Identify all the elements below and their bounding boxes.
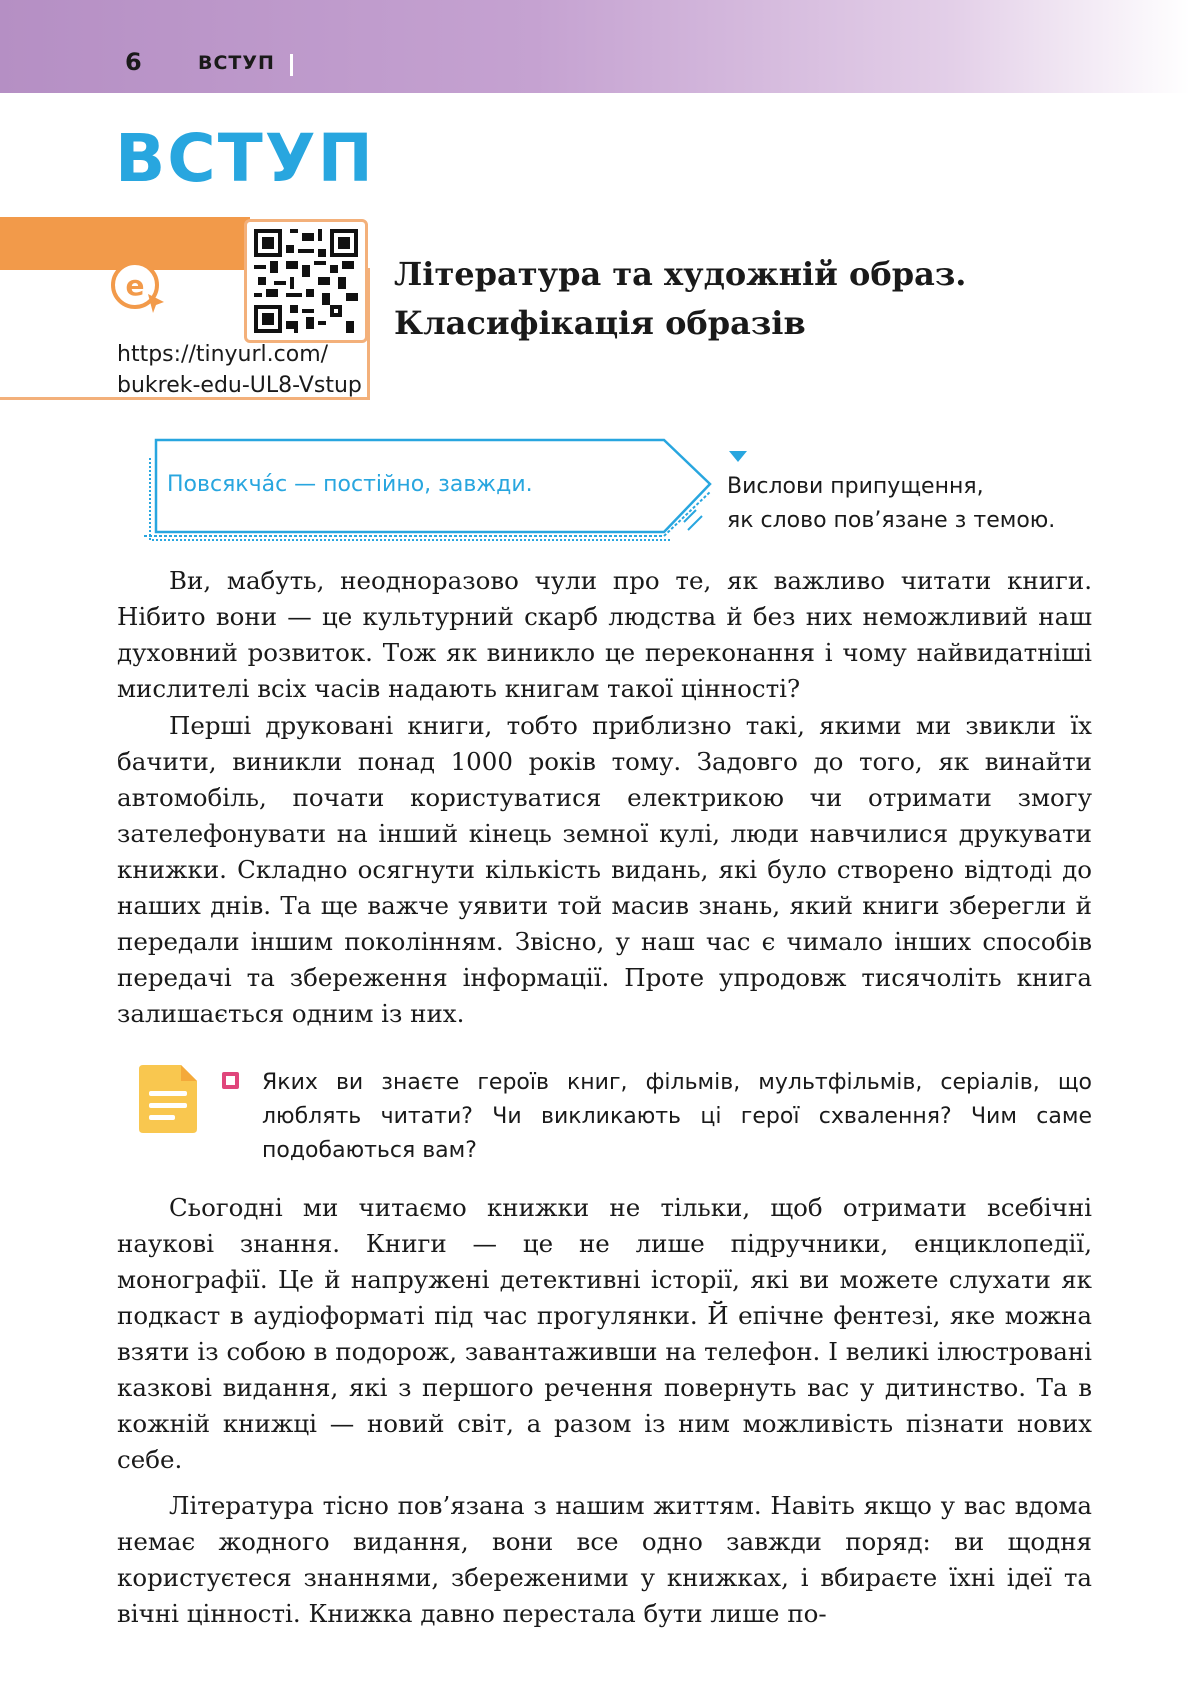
page-title: ВСТУП — [115, 120, 375, 197]
header-divider — [290, 54, 293, 76]
discussion-question: Яких ви знаєте героїв книг, фільмів, мультфільмів, серіалів, що люблять читати? Чи викликають ці герої схвалення? Чим саме подобаються вам? — [262, 1070, 1092, 1163]
e-resource-icon — [108, 258, 166, 320]
page-number: 6 — [125, 48, 142, 76]
lesson-title-line-1: Література та художній образ. — [394, 255, 967, 293]
body-paragraph-2: Перші друковані книги, тобто приблизно такі, якими ми звикли їх бачити, виникли понад 1000 років тому. Задовго до того, як винайти автомобіль, почати користуватися електрикою чи отримати змогу зателефонувати на інший кінець земної кулі, люди навчилися друкувати книжки. Складно осягнути кількість видань, які було створено відтоді до наших днів. Та ще важче уявити той масив знань, який книги зберегли й передали іншим поколінням. Звісно, у наш час є чимало інших способів передачі та збереження інформації. Проте упродовж тисячоліть книга залишається одним із них. — [117, 711, 1092, 1028]
square-bullet-icon — [222, 1072, 239, 1089]
header-section-label: ВСТУП — [198, 52, 275, 74]
svg-text:e: e — [125, 269, 145, 302]
qr-code[interactable] — [244, 219, 368, 343]
pointer-triangle-icon — [729, 451, 747, 463]
vocab-hint — [727, 470, 1055, 538]
body-paragraph-4: Література тісно пов’язана з нашим життям. Навіть якщо у вас вдома немає жодного видання, вони все одно завжди поряд: ви щодня користуєтеся знаннями, збереженими у книжках, і вбираєте їхні ідеї та вічні цінності. Книжка давно перестала бути лише по- — [117, 1491, 1092, 1628]
lesson-title — [394, 250, 966, 348]
resource-link[interactable] — [117, 339, 362, 401]
header-band — [0, 0, 1190, 93]
vocab-definition: Повсякча́с — постійно, завжди. — [167, 472, 533, 497]
note-icon — [135, 1061, 201, 1137]
resource-link-line-2[interactable]: bukrek-edu-UL8-Vstup — [117, 373, 362, 398]
resource-link-line-1[interactable]: https://tinyurl.com/ — [117, 342, 329, 367]
lesson-title-line-2: Класифікація образів — [394, 304, 806, 342]
body-paragraph-1: Ви, мабуть, неодноразово чули про те, як важливо читати книги. Нібито вони — це культурний скарб людства й без них неможливий наш духовний розвиток. Тож як виникло це переконання і чому найвидатніші мислителі всіх часів надають книгам такої цінності? — [117, 566, 1092, 703]
vocab-hint-line-2: як слово пов’язане з темою. — [727, 508, 1056, 533]
body-paragraph-3: Сьогодні ми читаємо книжки не тільки, щоб отримати всебічні наукові знання. Книги — це не лише підручники, енциклопедії, монографії. Це й напружені детективні історії, які ви можете слухати як подкаст в аудіоформаті під час прогулянки. Й епічне фентезі, яке можна взяти із собою в подорож, завантаживши на телефон. І великі ілюстровані казкові видання, які з першого речення повернуть вас у дитинство. Та в кожній книжці — новий світ, а разом із ним можливість пізнати нових себе. — [117, 1193, 1092, 1474]
qr-code-icon — [254, 229, 358, 333]
vocab-hint-line-1: Вислови припущення, — [727, 474, 984, 499]
